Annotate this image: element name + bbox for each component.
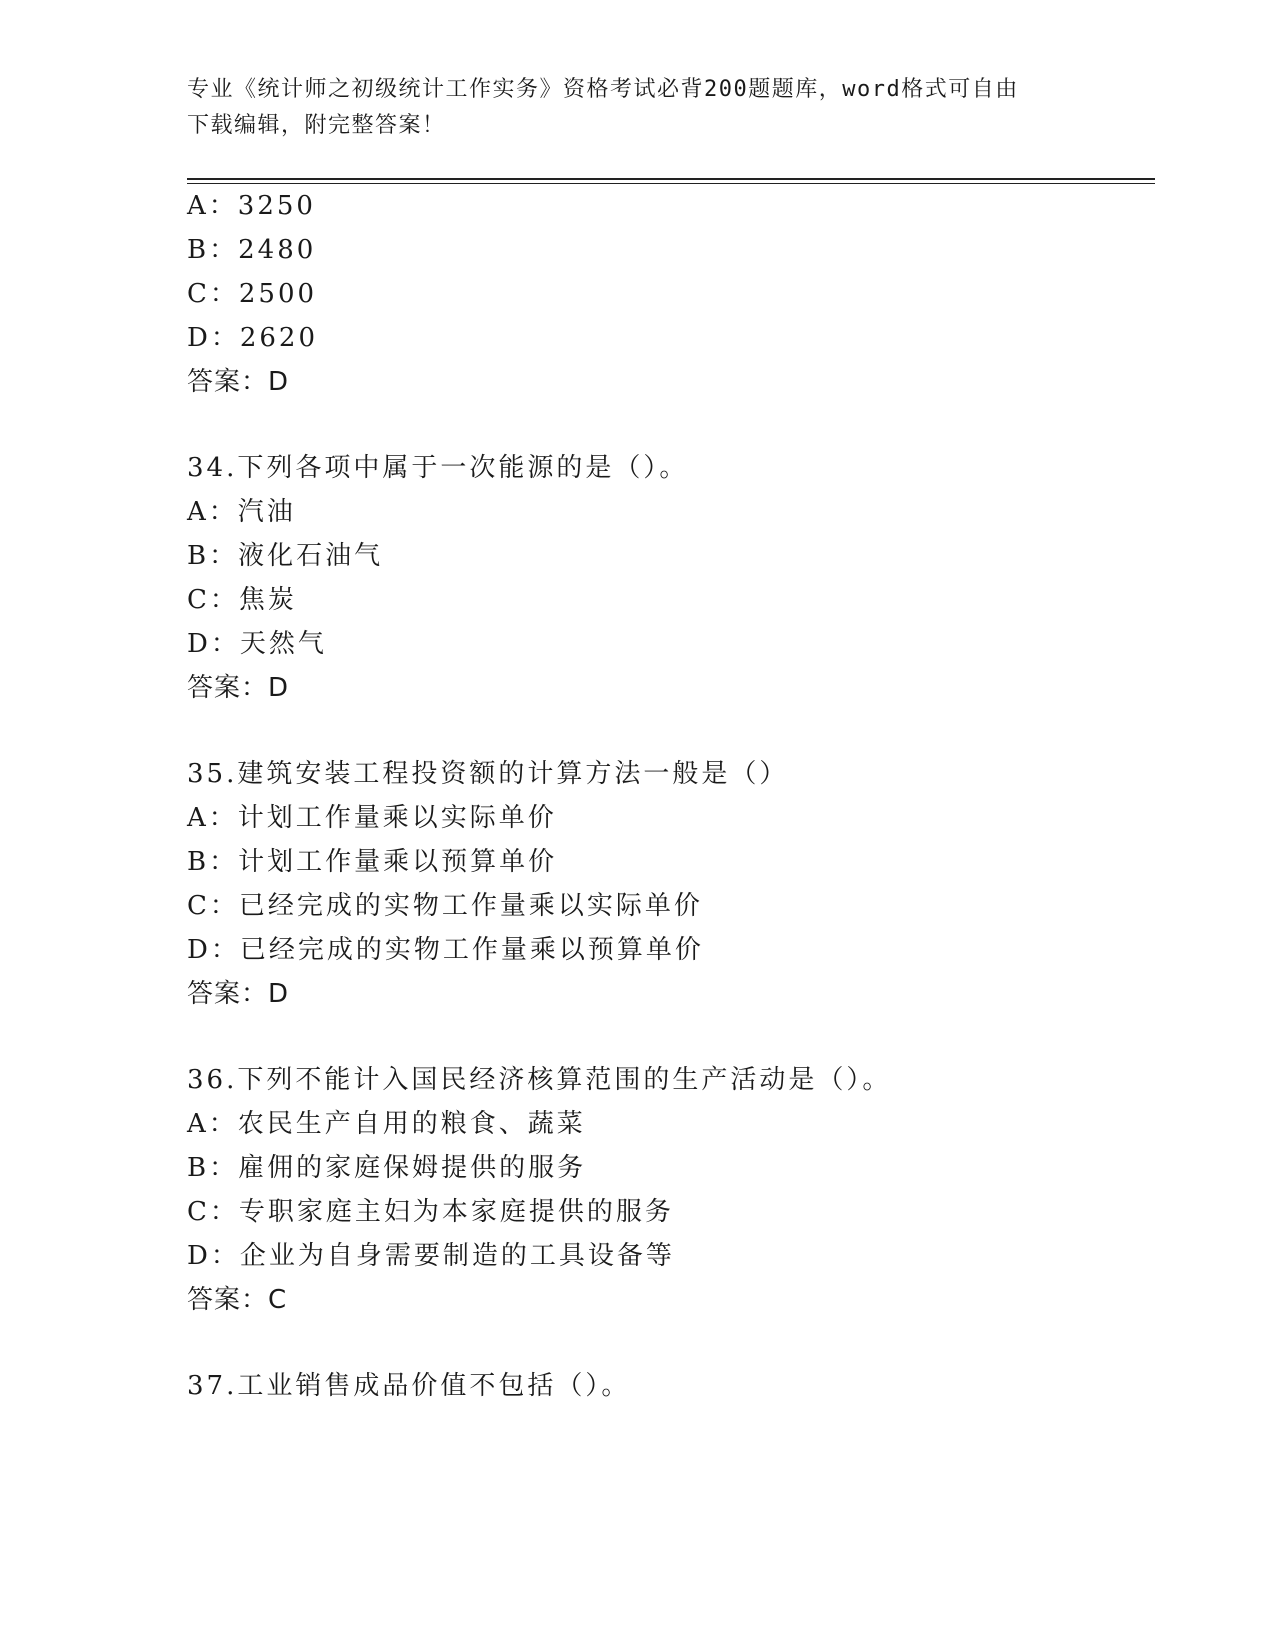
q34-answer: 答案：D [187,673,290,703]
header-line-1: 专业《统计师之初级统计工作实务》资格考试必背200题题库，word格式可自由 [187,77,1019,102]
q34-question: 34.下列各项中属于一次能源的是（）。 [187,453,689,483]
q34-option-b: B：液化石油气 [187,541,384,571]
q34-option-a: A：汽油 [187,497,296,527]
q33-option-c: C：2500 [187,279,318,309]
q35-option-c: C：已经完成的实物工作量乘以实际单价 [187,891,703,921]
q36-option-d: D：企业为自身需要制造的工具设备等 [187,1241,675,1271]
q33-option-b: B：2480 [187,235,317,265]
q36-option-c: C：专职家庭主妇为本家庭提供的服务 [187,1197,674,1227]
q34-option-c: C：焦炭 [187,585,297,615]
q33-answer: 答案：D [187,367,290,397]
q35-answer: 答案：D [187,979,290,1009]
q36-question: 36.下列不能计入国民经济核算范围的生产活动是（）。 [187,1065,892,1095]
q35-option-b: B：计划工作量乘以预算单价 [187,847,558,877]
header-rule-thin [187,183,1155,184]
header-rule-thick [187,178,1155,180]
header-line-2: 下载编辑，附完整答案！ [187,113,446,138]
q35-option-d: D：已经完成的实物工作量乘以预算单价 [187,935,704,965]
q34-option-d: D：天然气 [187,629,327,659]
q36-option-a: A：农民生产自用的粮食、蔬菜 [187,1109,586,1139]
q35-question: 35.建筑安装工程投资额的计算方法一般是（） [187,759,789,789]
q35-option-a: A：计划工作量乘以实际单价 [187,803,557,833]
q36-option-b: B：雇佣的家庭保姆提供的服务 [187,1153,587,1183]
q36-answer: 答案：C [187,1285,288,1315]
q33-option-d: D：2620 [187,323,319,353]
document-header [187,72,1087,144]
q33-option-a: A：3250 [187,191,316,221]
q37-question: 37.工业销售成品价值不包括（）。 [187,1371,631,1401]
